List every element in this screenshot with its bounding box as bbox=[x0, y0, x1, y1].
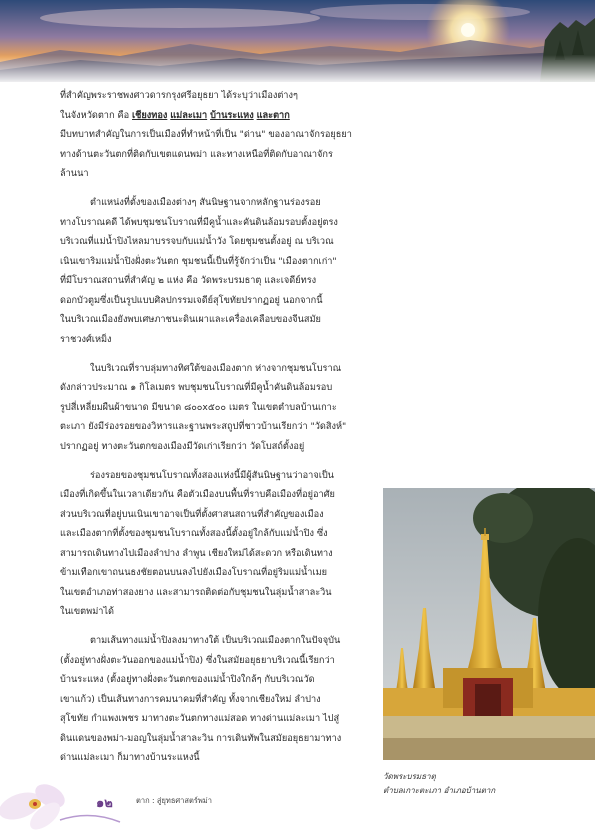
paragraph-line: เมืองที่เกิดขึ้นในเวลาเดียวกัน คือตัวเมืองบนพื้นที่ราบคือเมืองที่อยู่อาศัย bbox=[60, 489, 335, 500]
footer-title: ตาก : สู่ยุทธศาสตร์พม่า bbox=[136, 796, 212, 805]
paragraph-line: เขาแก้ว) เป็นเส้นทางการคมนาคมที่สำคัญ ทั้งจากเชียงใหม่ ลำปาง bbox=[60, 693, 321, 705]
paragraph-line: ร่องรอยของชุมชนโบราณทั้งสองแห่งนี้มีผู้สันนิษฐานว่าอาจเป็น bbox=[90, 469, 334, 481]
photo-caption bbox=[383, 770, 583, 798]
paragraph-line: (ตั้งอยู่ทางฝั่งตะวันออกของแม่น้ำปิง) ซึ่งในสมัยอยุธยาบริเวณนี้เรียกว่า bbox=[60, 654, 335, 666]
paragraph-line: ข้ามเทือกเขาถนนธงชัยตอนบนลงไปยังเมืองโบราณที่อยู่ริมแม่น้ำเมย bbox=[60, 567, 328, 578]
temple-photo bbox=[383, 488, 595, 760]
paragraph-line: ราชวงศ์เหม็ง bbox=[60, 333, 112, 345]
header-banner bbox=[0, 0, 595, 82]
paragraph-line: ตะเภา ยังมีร่องรอยของวิหารและฐานพระสถูปที่ชาวบ้านเรียกว่า "วัดสิงห์" bbox=[60, 421, 347, 432]
paragraph-line: ล้านนา bbox=[60, 168, 89, 179]
paragraph-line: มีบทบาทสำคัญในการเป็นเมืองที่ทำหน้าที่เป็น "ด่าน" ของอาณาจักรอยุธยา bbox=[60, 129, 352, 140]
paragraph-line: ดังกล่าวประมาณ ๑ กิโลเมตร พบชุมชนโบราณที่มีคูน้ำคันดินล้อมรอบ bbox=[60, 382, 333, 393]
paragraph-line: ทางด้านตะวันตกที่ติดกับเขตแดนพม่า และทางเหนือที่ติดกับอาณาจักร bbox=[60, 148, 333, 160]
paragraph-line: ในจังหวัดตาก คือ เชียงทอง แม่ละเมา บ้านระแหง และตาก bbox=[60, 109, 290, 121]
paragraph-line: บ้านระแหง (ตั้งอยู่ทางฝั่งตะวันตกของแม่น้ำปิงใกล้ๆ กับบริเวณวัด bbox=[60, 674, 315, 685]
paragraph-line: ตามเส้นทางแม่น้ำปิงลงมาทางใต้ เป็นบริเวณเมืองตากในปัจจุบัน bbox=[90, 635, 341, 646]
paragraph-line: ด่านแม่ละเมา ก็มาทางบ้านระแหงนี้ bbox=[60, 752, 200, 763]
paragraph-line: ที่สำคัญพระราชพงศาวดารกรุงศรีอยุธยา ได้ระบุว่าเมืองต่างๆ bbox=[60, 90, 298, 101]
paragraph-line: ดอกบัวตูมซึ่งเป็นรูปแบบศิลปกรรมเจดีย์สุโขทัยปรากฏอยู่ นอกจากนี้ bbox=[60, 294, 323, 306]
paragraph-line: ในเขตพม่าได้ bbox=[60, 606, 115, 617]
paragraph-line: บริเวณที่แม่น้ำปิงไหลมาบรรจบกับแม่น้ำวัง โดยชุมชนตั้งอยู่ ณ บริเวณ bbox=[60, 236, 334, 247]
paragraph-line: สามารถเดินทางไปเมืองลำปาง ลำพูน เชียงใหม่ได้สะดวก หรือเดินทาง bbox=[60, 547, 333, 559]
paragraph-gap bbox=[60, 456, 370, 466]
paragraph-line: ปรากฏอยู่ ทางตะวันตกของเมืองมีวัดเก่าเรียกว่า วัดโบสถ์ตั้งอยู่ bbox=[60, 440, 305, 452]
caption-line-1: วัดพระบรมธาตุ bbox=[383, 772, 436, 781]
paragraph-gap bbox=[60, 622, 370, 632]
paragraph-line: ในบริเวณเมืองยังพบเศษภาชนะดินเผาและเครื่องเคลือบของจีนสมัย bbox=[60, 314, 321, 325]
golden-pagoda-image bbox=[383, 488, 595, 760]
paragraph-line: ดินแดนของพม่า-มอญในลุ่มน้ำสาละวิน การเดินทัพในสมัยอยุธยามาทาง bbox=[60, 732, 342, 744]
paragraph-line: ในเขตอำเภอท่าสองยาง และสามารถติดต่อกับชุมชนในลุ่มน้ำสาละวิน bbox=[60, 586, 332, 598]
paragraph-line: ส่วนบริเวณที่อยู่บนเนินเขาอาจเป็นที่ตั้งศาสนสถานที่สำคัญของเมือง bbox=[60, 508, 324, 520]
caption-line-2: ตำบลเกาะตะเภา อำเภอบ้านตาก bbox=[383, 786, 496, 795]
paragraph-line: ตำแหน่งที่ตั้งของเมืองต่างๆ สันนิษฐานจากหลักฐานร่องรอย bbox=[90, 197, 321, 208]
paragraph-gap bbox=[60, 184, 370, 194]
paragraph-line: ทางโบราณคดี ได้พบชุมชนโบราณที่มีคูน้ำและคันดินล้อมรอบตั้งอยู่ตรง bbox=[60, 216, 338, 228]
paragraph-line: รูปสี่เหลี่ยมผืนผ้าขนาด มีขนาด ๘๐๐x๕๐๐ เมตร ในเขตตำบลบ้านเกาะ bbox=[60, 401, 337, 413]
paragraph-gap bbox=[60, 349, 370, 359]
article-body bbox=[60, 86, 370, 768]
paragraph-line: เนินเขาริมแม่น้ำปิงฝั่งตะวันตก ชุมชนนี้เป็นที่รู้จักว่าเป็น "เมืองตากเก่า" bbox=[60, 255, 337, 267]
paragraph-line: สุโขทัย กำแพงเพชร มาทางตะวันตกทางแม่สอด ทางด่านแม่ละเมา ไปสู่ bbox=[60, 713, 340, 724]
paragraph-line: ที่มีโบราณสถานที่สำคัญ ๒ แห่ง คือ วัดพระบรมธาตุ และเจดีย์ทรง bbox=[60, 275, 317, 286]
paragraph-line: ในบริเวณที่ราบลุ่มทางทิศใต้ของเมืองตาก ห่างจากชุมชนโบราณ bbox=[90, 362, 342, 374]
paragraph-line: และเมืองตากที่ตั้งของชุมชนโบราณทั้งสองนี้ตั้งอยู่ใกล้กับแม่น้ำปิง ซึ่ง bbox=[60, 528, 328, 539]
page-number: ๑๒ bbox=[96, 796, 113, 811]
